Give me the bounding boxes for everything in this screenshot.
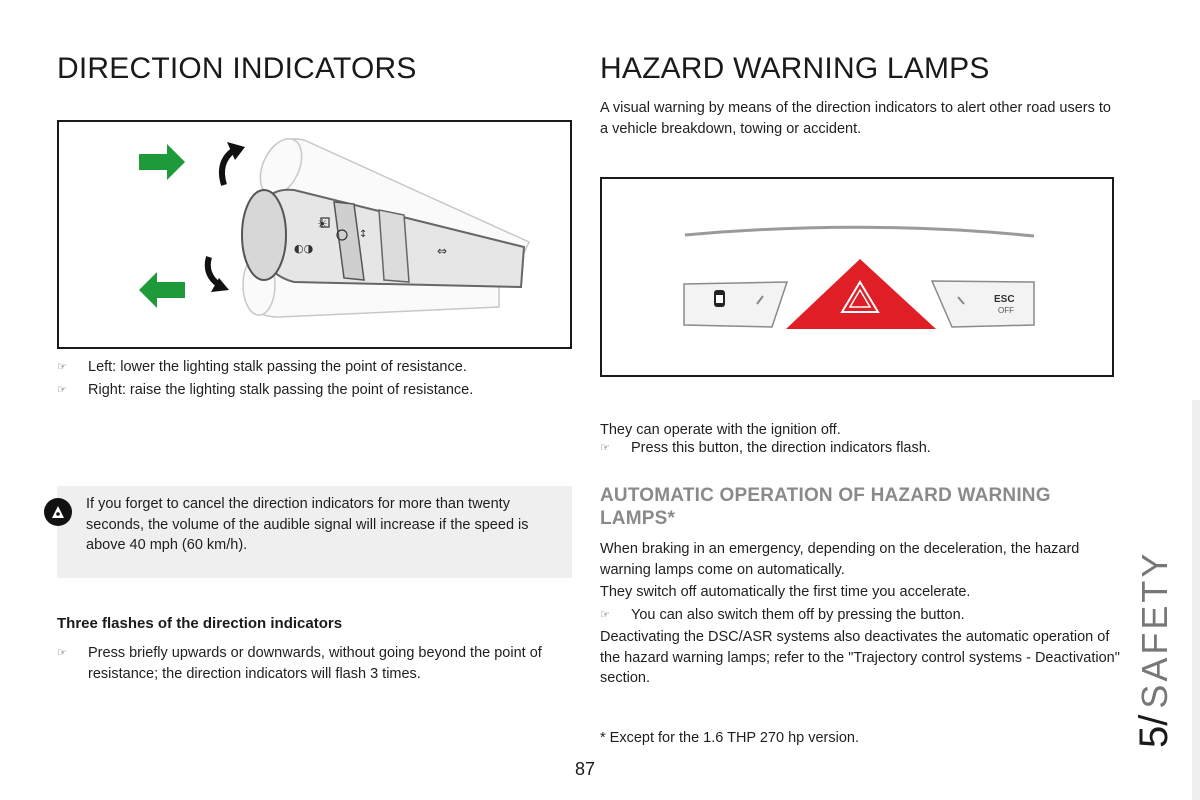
direction-indicators-title: DIRECTION INDICATORS [57, 52, 417, 85]
svg-text:☀: ☀ [317, 217, 328, 231]
svg-text:◐◑: ◐◑ [294, 242, 314, 255]
stalk-illustration [57, 120, 572, 349]
curved-arrow-down-icon [208, 257, 229, 292]
bullet-pointer-icon: ☞ [57, 647, 67, 659]
auto-paragraph-2: They switch off automatically the first time you accelerate. [600, 584, 971, 600]
esc-label: ESC [994, 294, 1015, 305]
hazard-warning-title: HAZARD WARNING LAMPS [600, 52, 990, 85]
door-lock-panel [684, 282, 787, 327]
warning-info-icon [43, 497, 73, 527]
bullet-text: Press briefly upwards or downwards, without going beyond the point of resistance; the direction indicators will flash 3 times. [88, 645, 542, 682]
off-label: OFF [998, 306, 1014, 315]
svg-text:⇔: ⇔ [437, 244, 448, 258]
bullet-text: Right: raise the lighting stalk passing the point of resistance. [88, 381, 474, 398]
chapter-label [1132, 550, 1176, 748]
curved-arrow-up-icon [222, 142, 245, 185]
auto-operation-body [600, 539, 1120, 689]
page-number: 87 [575, 759, 596, 779]
hazard-intro: A visual warning by means of the direction indicators to alert other road users to a vehicle breakdown, towing or accident. [600, 100, 1111, 137]
left-arrow-icon [139, 272, 185, 308]
lighting-stalk-diagram [59, 122, 570, 347]
stalk-instructions [57, 357, 572, 400]
hazard-button[interactable] [786, 259, 936, 329]
auto-paragraph-3: Deactivating the DSC/ASR systems also deactivates the automatic operation of the hazard warning lamps; refer to the "Trajectory control systems - Deactivation" section. [600, 629, 1120, 686]
chapter-name: SAFETY [1134, 550, 1175, 709]
svg-text:↕: ↕ [359, 229, 368, 240]
bullet-pointer-icon: ☞ [600, 608, 610, 621]
bullet-pointer-icon: ☞ [57, 361, 67, 373]
auto-bullet [600, 605, 1120, 626]
ignition-text: They can operate with the ignition off. [600, 422, 841, 438]
chapter-slash: / [1132, 714, 1176, 726]
three-flashes-heading: Three flashes of the direction indicators [57, 615, 343, 632]
bullet-pointer-icon: ☞ [57, 383, 67, 396]
right-arrow-icon [139, 144, 185, 180]
auto-paragraph-1: When braking in an emergency, depending on the deceleration, the hazard warning lamps come on automatically. [600, 541, 1080, 578]
bullet-pointer-icon: ☞ [600, 442, 610, 454]
warning-note-text: If you forget to cancel the direction indicators for more than twenty seconds, the volume of the audible signal will increase if the speed is above 40 mph (60 km/h). [86, 496, 529, 553]
footnote: * Except for the 1.6 THP 270 hp version. [600, 730, 860, 746]
warning-note [57, 486, 572, 578]
chapter-number: 5 [1132, 725, 1176, 748]
hazard-button-diagram [602, 179, 1112, 375]
chapter-tab [1192, 400, 1200, 800]
hazard-illustration [600, 177, 1114, 377]
bullet-text: Press this button, the direction indicators flash. [631, 440, 931, 456]
bullet-text: Left: lower the lighting stalk passing the point of resistance. [88, 359, 467, 375]
press-bullet [600, 438, 1151, 459]
bullet-right [57, 380, 572, 401]
auto-operation-heading: AUTOMATIC OPERATION OF HAZARD WARNING LAMPS* [600, 485, 1051, 529]
bullet-left [57, 357, 572, 378]
bullet-text: You can also switch them off by pressing the button. [631, 606, 965, 623]
three-flashes-bullet [57, 643, 583, 684]
esc-off-panel [932, 281, 1034, 327]
